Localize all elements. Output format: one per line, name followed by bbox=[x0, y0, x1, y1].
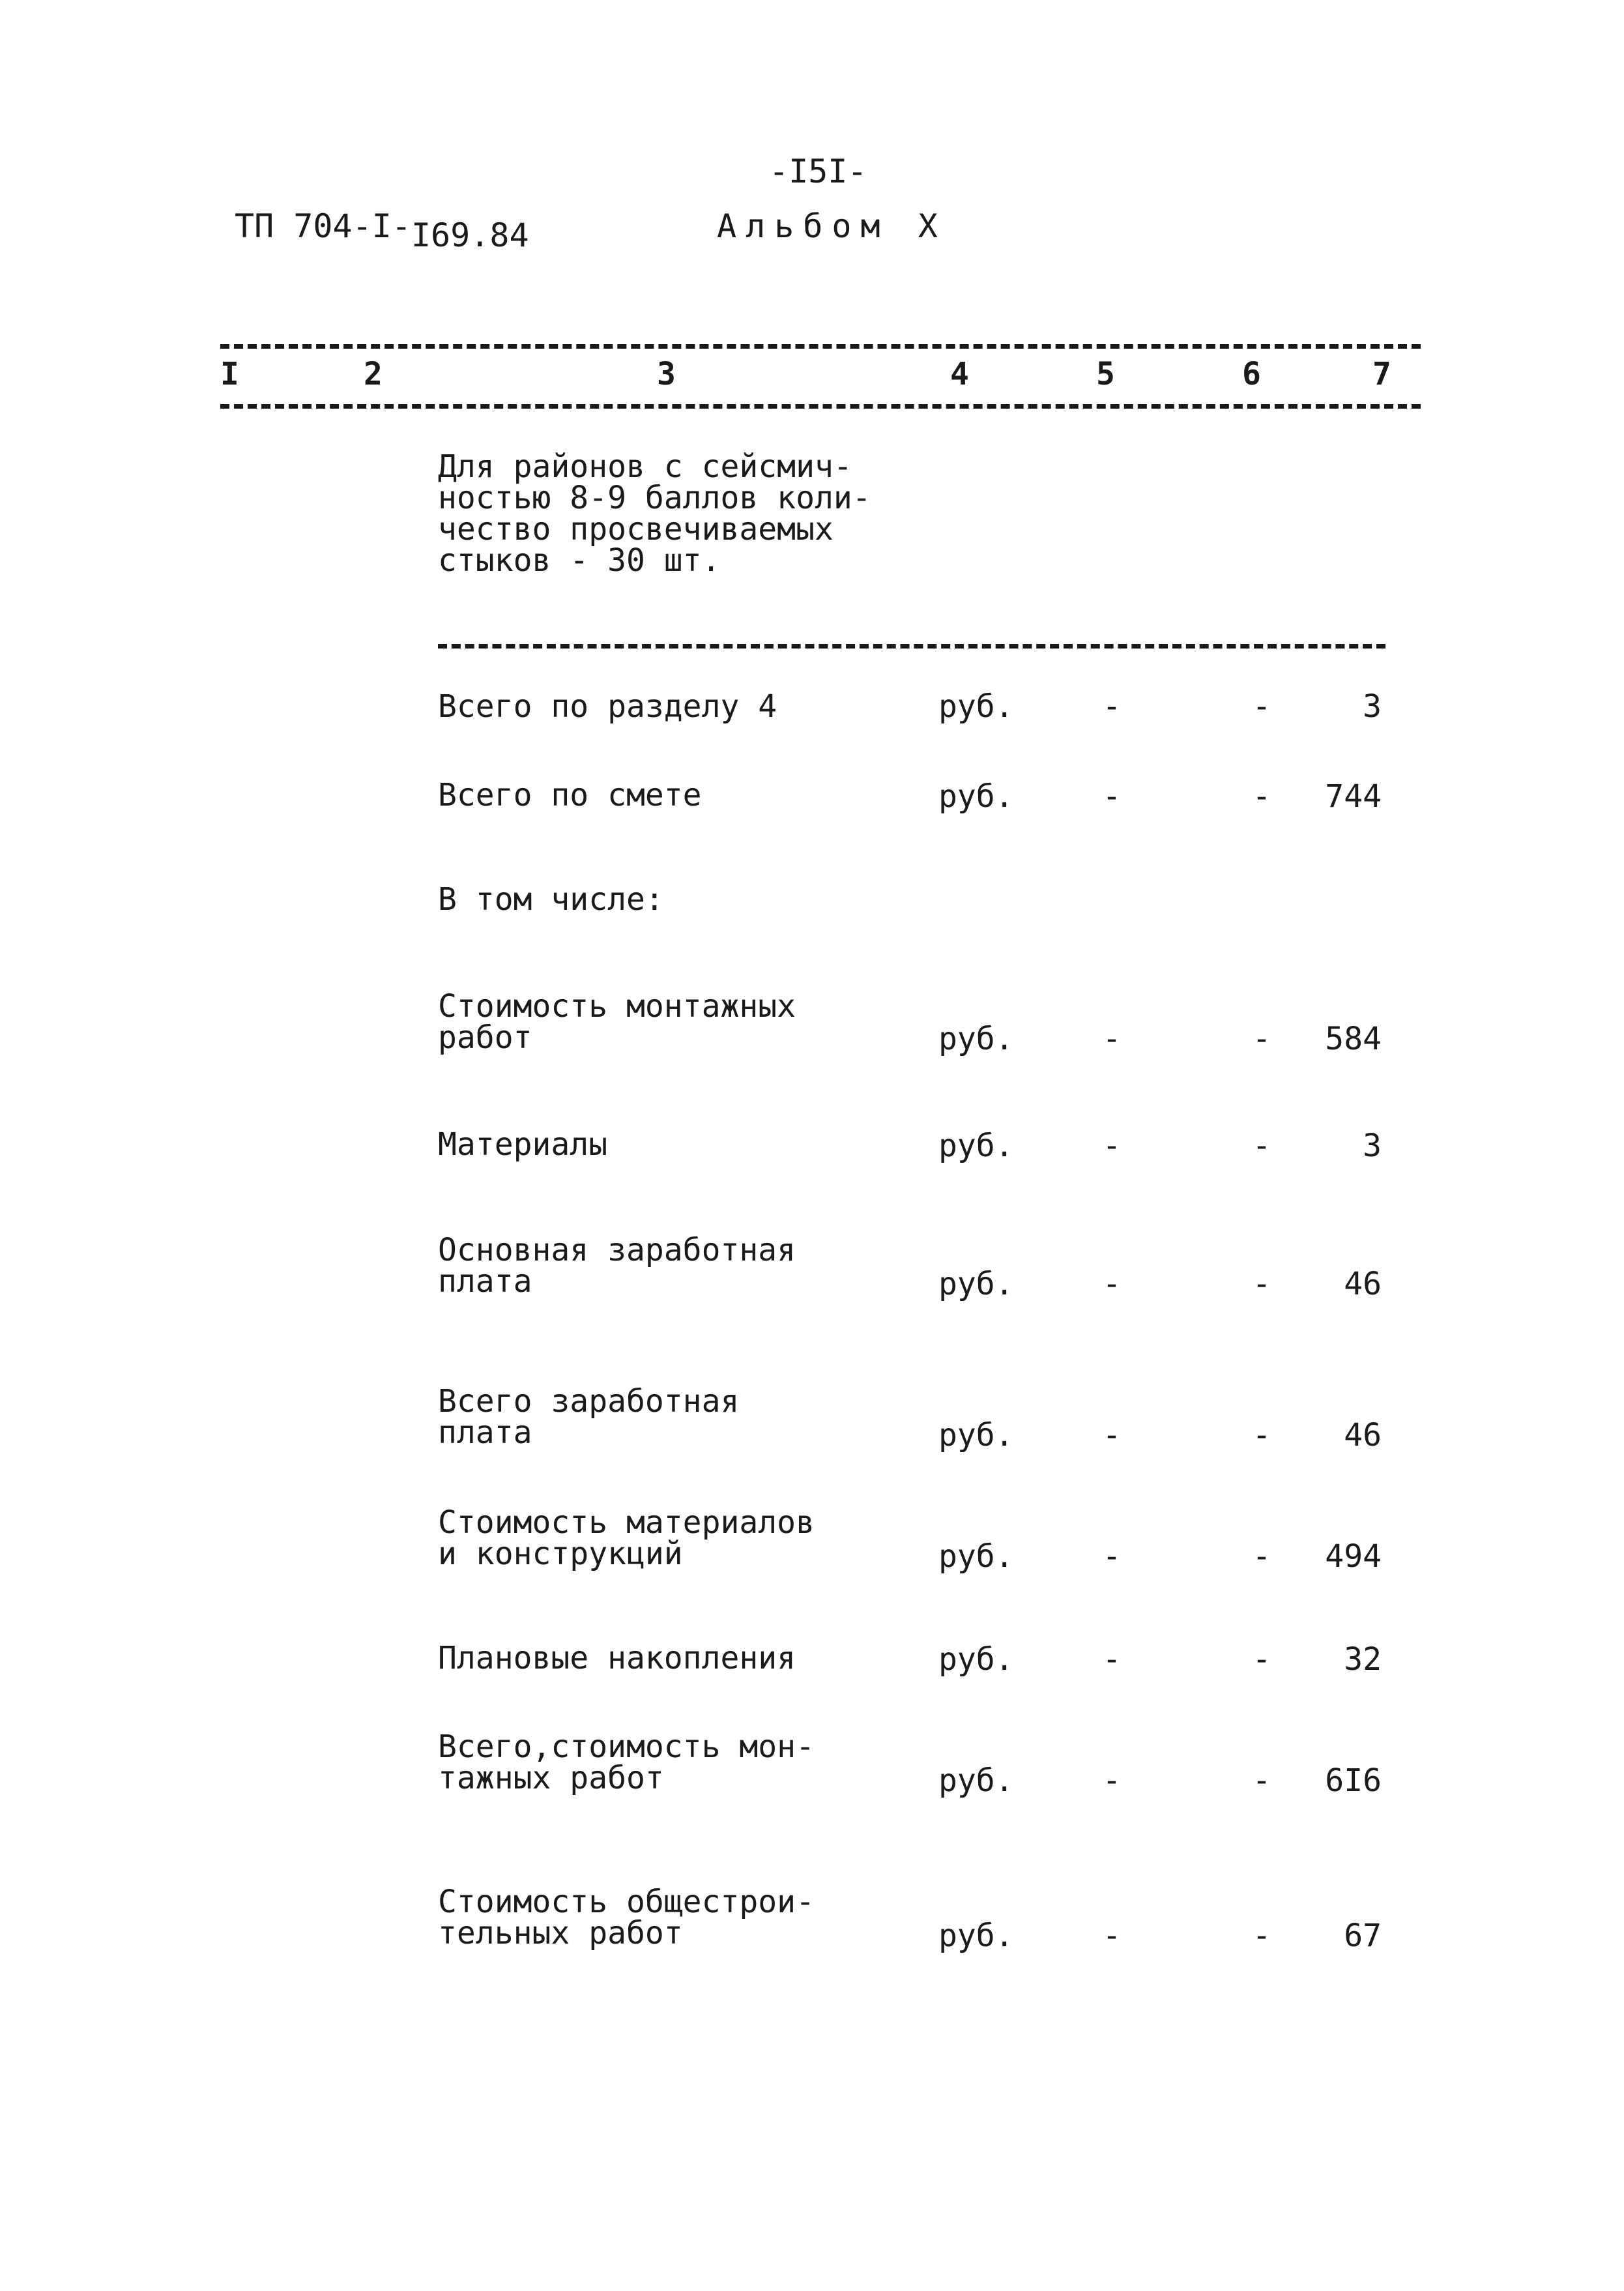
row-col6: - bbox=[1252, 1266, 1271, 1302]
row-col5: - bbox=[1102, 1128, 1122, 1164]
row-label: Всего по смете bbox=[438, 777, 702, 813]
row-col6: - bbox=[1252, 688, 1271, 725]
row-value: 46 bbox=[1344, 1266, 1382, 1302]
document-code-suffix: I69.84 bbox=[411, 216, 529, 254]
column-number-3: 3 bbox=[657, 356, 676, 392]
page-number: -I5I- bbox=[769, 153, 867, 190]
column-number-6: 6 bbox=[1242, 356, 1261, 392]
row-unit: руб. bbox=[938, 1538, 1014, 1575]
row-unit: руб. bbox=[938, 1128, 1014, 1164]
row-col5: - bbox=[1102, 1266, 1122, 1302]
row-col6: - bbox=[1252, 1538, 1271, 1575]
column-number-4: 4 bbox=[950, 356, 969, 392]
row-label: Основная заработная плата bbox=[438, 1232, 796, 1300]
row-col5: - bbox=[1102, 778, 1122, 815]
row-col6: - bbox=[1252, 1641, 1271, 1678]
row-label: Плановые накопления bbox=[438, 1640, 796, 1676]
row-col6: - bbox=[1252, 1417, 1271, 1453]
column-number-5: 5 bbox=[1096, 356, 1115, 392]
row-unit: руб. bbox=[938, 1918, 1014, 1954]
column-number-2: 2 bbox=[364, 356, 383, 392]
document-code bbox=[235, 207, 529, 254]
row-col6: - bbox=[1252, 1128, 1271, 1164]
row-value: 6I6 bbox=[1325, 1762, 1382, 1799]
row-value: 46 bbox=[1344, 1417, 1382, 1453]
row-unit: руб. bbox=[938, 1266, 1014, 1302]
row-value: 3 bbox=[1363, 1128, 1382, 1164]
row-col5: - bbox=[1102, 1641, 1122, 1678]
seismic-note: Для районов с сейсмич- ностью 8-9 баллов коли- чество просвечиваемых стыков - 30 шт. bbox=[438, 448, 871, 579]
row-unit: руб. bbox=[938, 1762, 1014, 1799]
row-label: Всего,стоимость мон- тажных работ bbox=[438, 1729, 815, 1796]
row-label: Стоимость монтажных работ bbox=[438, 988, 796, 1056]
row-value: 744 bbox=[1325, 778, 1382, 815]
row-unit: руб. bbox=[938, 688, 1014, 725]
row-col6: - bbox=[1252, 1762, 1271, 1799]
column-number-7: 7 bbox=[1372, 356, 1391, 392]
row-unit: руб. bbox=[938, 1021, 1014, 1057]
row-value: 584 bbox=[1325, 1021, 1382, 1057]
row-col5: - bbox=[1102, 1762, 1122, 1799]
row-unit: руб. bbox=[938, 778, 1014, 815]
row-value: 32 bbox=[1344, 1641, 1382, 1678]
row-label: Стоимость общестрои- тельных работ bbox=[438, 1884, 815, 1951]
row-label: Всего по разделу 4 bbox=[438, 688, 777, 725]
subtotal-heading: В том числе: bbox=[438, 881, 664, 918]
row-value: 494 bbox=[1325, 1538, 1382, 1575]
header-top-rule bbox=[220, 344, 1421, 349]
document-code-main: ТП 704-I- bbox=[235, 207, 411, 245]
column-number-1: I bbox=[220, 356, 239, 392]
row-unit: руб. bbox=[938, 1417, 1014, 1453]
row-value: 3 bbox=[1363, 688, 1382, 725]
row-label: Материалы bbox=[438, 1126, 608, 1163]
row-unit: руб. bbox=[938, 1641, 1014, 1678]
album-title: Альбом Х bbox=[717, 207, 947, 245]
row-col5: - bbox=[1102, 1918, 1122, 1954]
row-col6: - bbox=[1252, 1918, 1271, 1954]
section-divider bbox=[438, 644, 1385, 649]
row-label: Всего заработная плата bbox=[438, 1383, 740, 1451]
row-col6: - bbox=[1252, 1021, 1271, 1057]
header-bottom-rule bbox=[220, 404, 1421, 409]
row-label: Стоимость материалов и конструкций bbox=[438, 1504, 815, 1572]
row-col6: - bbox=[1252, 778, 1271, 815]
row-col5: - bbox=[1102, 1417, 1122, 1453]
row-col5: - bbox=[1102, 1538, 1122, 1575]
row-value: 67 bbox=[1344, 1918, 1382, 1954]
row-col5: - bbox=[1102, 1021, 1122, 1057]
row-col5: - bbox=[1102, 688, 1122, 725]
